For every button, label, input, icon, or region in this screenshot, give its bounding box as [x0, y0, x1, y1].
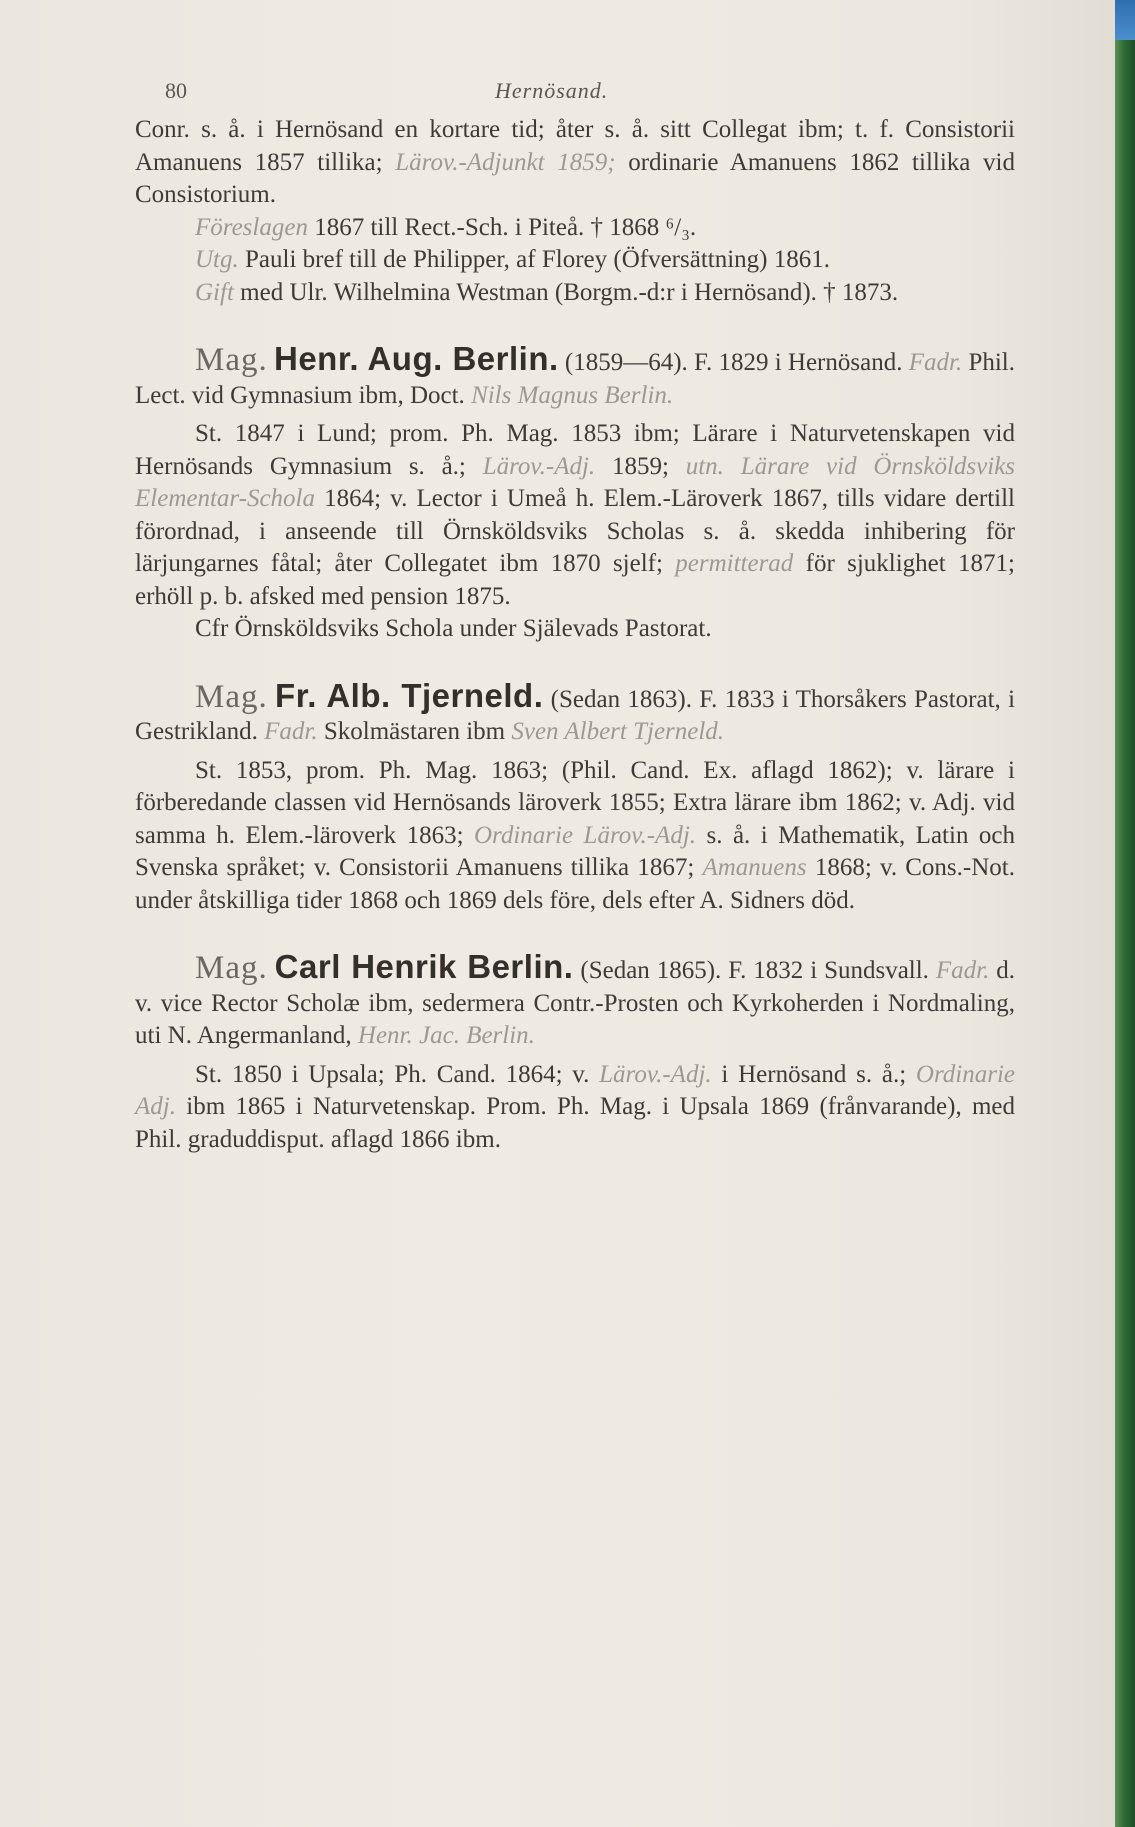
fadr-name: Henr. Jac. Berlin. — [357, 1022, 535, 1049]
entry-head-rest: (Sedan 1865). F. 1832 i Sundsvall. — [580, 957, 929, 984]
study-text-1: St. 1850 i Upsala; Ph. Cand. 1864; v. — [195, 1060, 590, 1088]
study-text-3: 1864; v. Lector i Umeå h. Elem.-Läroverk 1867, tills vidare dertill förordnad, i anseende till Örnsköldsviks Scholas s. å. skedda inhibering för lärjungarnes fåtal; åter Collegatet ibm 1870 sjelf; — [135, 485, 1016, 577]
study-italic-1: Lärov.-Adj. — [482, 452, 596, 480]
entry-title-prefix: Mag. — [195, 950, 268, 986]
foreslagen-paragraph — [135, 212, 1015, 245]
page-number: 80 — [165, 78, 187, 103]
document-page — [135, 60, 1015, 1156]
study-italic-2: Ordinarie Adj. — [135, 1060, 1015, 1120]
intro-line2: ordinarie Amanuens 1862 tillika vid Consistorium. — [135, 148, 1016, 208]
study-text-1: St. 1853, prom. Ph. Mag. 1863; (Phil. Cand. Ex. aflagd 1862); v. lärare i förberedande classen vid Hernösands läroverk 1855; Extra lärare ibm 1862; v. Adj. vid samma h. Elem.-läroverk 1863; — [135, 756, 1015, 849]
entry-henr-aug-berlin — [135, 340, 1016, 646]
gift-paragraph — [135, 277, 1015, 310]
fadr-text: Skolmästaren ibm — [323, 718, 506, 745]
intro-line1: Conr. s. å. i Hernösand en kortare tid; åter s. å. sitt Collegat ibm; t. f. Consistorii Amanuens 1857 tillika; — [135, 116, 1015, 176]
study-italic-2: Amanuens — [702, 854, 807, 881]
foreslagen-text: 1867 till Rect.-Sch. i Piteå. † 1868 ⁶/₃. — [314, 213, 697, 241]
entry-heading — [135, 340, 1015, 412]
study-text-2: 1859; — [611, 452, 669, 480]
intro-line1-italic: Lärov.-Adjunkt 1859; — [395, 148, 616, 176]
gift-label: Gift — [195, 278, 234, 306]
entry-study-paragraph — [135, 755, 1015, 918]
book-edge-top — [1115, 0, 1135, 40]
study-text-2: i Hernösand s. å.; — [721, 1060, 907, 1088]
study-text-4: för sjuklighet 1871; erhöll p. b. afsked med pension 1875. — [135, 550, 1015, 610]
entry-name: Henr. Aug. Berlin. — [274, 340, 559, 377]
fadr-label: Fadr. — [264, 718, 318, 745]
study-italic-1: Ordinarie Lärov.-Adj. — [474, 821, 697, 849]
utg-paragraph — [135, 244, 1015, 277]
entry-head-rest: (Sedan 1863). F. 1833 i Thorsåkers Pastorat, i Gestrikland. — [135, 685, 1016, 745]
running-head — [135, 60, 1015, 103]
entry-name: Fr. Alb. Tjerneld. — [275, 676, 544, 714]
running-title: Hernösand. — [495, 78, 609, 103]
study-italic-1: Lärov.-Adj. — [599, 1060, 712, 1088]
fadr-name: Sven Albert Tjerneld. — [511, 718, 725, 745]
study-text-3: ibm 1865 i Naturvetenskap. Prom. Ph. Mag. i Upsala 1869 (frånvarande), med Phil. graduddisput. aflagd 1866 ibm. — [135, 1093, 1016, 1153]
cfr-paragraph: Cfr Örnsköldsviks Schola under Själevads Pastorat. — [195, 615, 712, 642]
utg-text: Pauli bref till de Philipper, af Florey (Öfversättning) 1861. — [245, 246, 830, 273]
book-edge — [1115, 0, 1135, 1827]
entry-name: Carl Henrik Berlin. — [274, 948, 574, 985]
study-text-3: 1868; v. Cons.-Not. under åtskilliga tider 1868 och 1869 dels före, dels efter A. Sidners död. — [135, 854, 1015, 914]
fadr-label: Fadr. — [935, 957, 990, 984]
entry-study-paragraph — [135, 1059, 1015, 1157]
intro-paragraph — [135, 114, 1015, 212]
study-italic-3: permitterad — [675, 550, 794, 577]
entry-study-paragraph — [135, 418, 1015, 613]
entry-heading — [135, 676, 1016, 749]
entry-title-prefix: Mag. — [195, 342, 268, 378]
entry-fr-alb-tjerneld — [135, 676, 1016, 918]
gift-text: med Ulr. Wilhelmina Westman (Borgm.-d:r i Hernösand). † 1873. — [240, 278, 899, 306]
fadr-text: Phil. Lect. vid Gymnasium ibm, Doct. — [135, 349, 1015, 409]
foreslagen-label: Föreslagen — [195, 213, 308, 241]
fadr-label: Fadr. — [908, 349, 963, 376]
fadr-name: Nils Magnus Berlin. — [471, 381, 674, 409]
utg-label: Utg. — [195, 246, 239, 273]
fadr-text: d. v. vice Rector Scholæ ibm, sedermera Contr.-Prosten och Kyrkoherden i Nordmaling, uti N. Angermanland, — [135, 957, 1016, 1049]
entry-title-prefix: Mag. — [195, 678, 268, 715]
entry-heading — [135, 948, 1016, 1053]
study-text-1: St. 1847 i Lund; prom. Ph. Mag. 1853 ibm; Lärare i Naturvetenskapen vid Hernösands Gymnasium s. å.; — [135, 420, 1015, 480]
study-text-2: s. å. i Mathematik, Latin och Svenska språket; v. Consistorii Amanuens tillika 1867; — [135, 821, 1015, 881]
study-italic-2: utn. Lärare vid Örnsköldsviks Elementar-Schola — [135, 452, 1016, 512]
entry-head-rest: (1859—64). F. 1829 i Hernösand. — [564, 349, 903, 376]
entry-carl-henrik-berlin — [135, 948, 1016, 1156]
